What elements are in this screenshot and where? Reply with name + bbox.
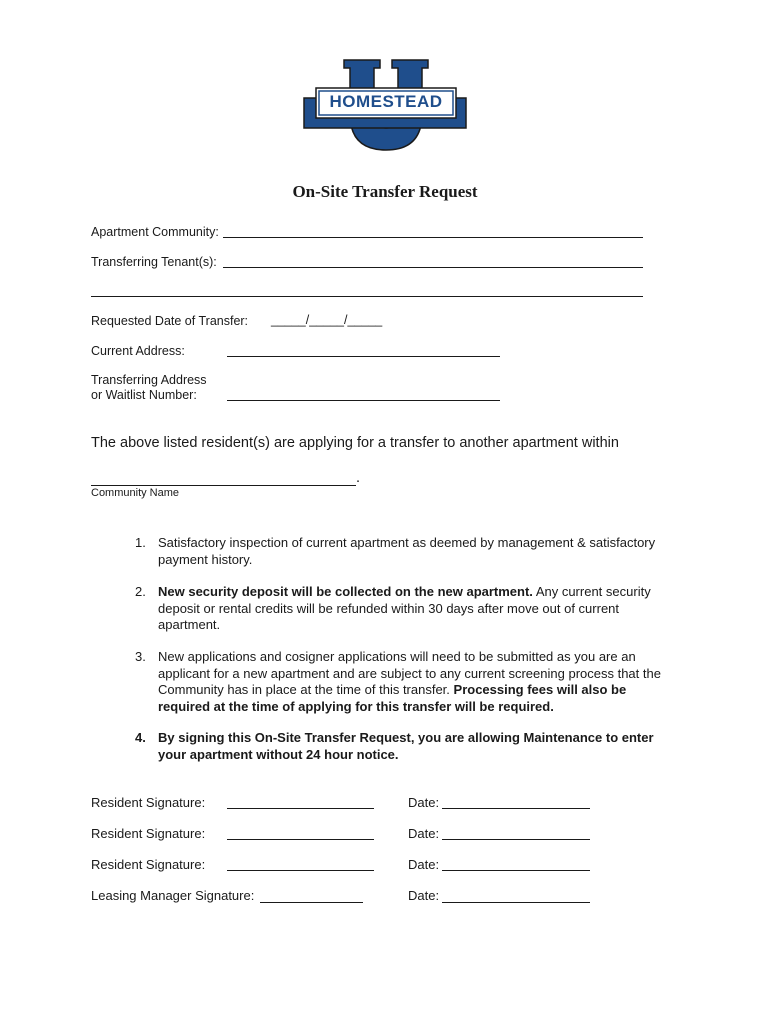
condition-bold-text: New security deposit will be collected on the new apartment. (158, 584, 533, 599)
resident-signature-field-1[interactable] (227, 808, 374, 809)
page-title: On-Site Transfer Request (292, 182, 478, 201)
date-label-3: Date: (408, 857, 440, 872)
condition-number: 1. (135, 535, 146, 550)
resident-signature-field-2[interactable] (227, 839, 374, 840)
condition-number: 4. (135, 730, 146, 745)
condition-text (158, 584, 678, 634)
resident-signature-label-3: Resident Signature: (91, 857, 206, 872)
leasing-manager-signature-field[interactable] (260, 902, 363, 903)
condition-regular-text: Any current security deposit or rental credits will be refunded within 30 days after move out of current apartment. (158, 584, 651, 632)
transferring-tenants-field-line2[interactable] (91, 296, 643, 297)
current-address-label: Current Address: (91, 344, 185, 358)
logo-text: HOMESTEAD (329, 92, 443, 111)
transferring-tenants-field[interactable] (223, 267, 643, 268)
waitlist-number-label: or Waitlist Number: (91, 388, 197, 402)
resident-signature-label-1: Resident Signature: (91, 795, 206, 810)
condition-bold-text: Processing fees will also be required at the time of applying for this transfer will be required. (158, 682, 627, 714)
date-label-1: Date: (408, 795, 440, 810)
condition-text: Satisfactory inspection of current apartment as deemed by management & satisfactory payment history. (158, 535, 656, 567)
condition-number: 3. (135, 649, 146, 664)
current-address-field[interactable] (227, 356, 500, 357)
resident-signature-field-3[interactable] (227, 870, 374, 871)
community-name-field[interactable] (91, 485, 356, 486)
transferring-address-label: Transferring Address (91, 373, 207, 387)
date-field-2[interactable] (442, 839, 590, 840)
apartment-community-field[interactable] (223, 237, 643, 238)
condition-regular-text: New applications and cosigner applications will need to be submitted as you are an applicant for a new apartment and are subject to any current screening process that the Community has in place at the time of this transfer. (158, 649, 661, 697)
requested-date-field[interactable]: _____/_____/_____ (271, 313, 383, 327)
condition-bold-text: By signing this On-Site Transfer Request, you are allowing Maintenance to enter your apartment without 24 hour notice. (158, 730, 654, 762)
condition-number: 2. (135, 584, 146, 599)
transferring-tenants-label: Transferring Tenant(s): (91, 255, 217, 269)
community-name-label: Community Name (91, 487, 180, 499)
homestead-logo (300, 58, 470, 152)
leasing-manager-signature-label: Leasing Manager Signature: (91, 888, 255, 903)
transferring-address-field[interactable] (227, 400, 500, 401)
transfer-statement: The above listed resident(s) are applying for a transfer to another apartment within (91, 435, 619, 451)
date-label-2: Date: (408, 826, 440, 841)
date-label-4: Date: (408, 888, 440, 903)
resident-signature-label-2: Resident Signature: (91, 826, 206, 841)
requested-date-label: Requested Date of Transfer: (91, 314, 249, 328)
date-field-1[interactable] (442, 808, 590, 809)
condition-text (158, 649, 678, 715)
date-field-4[interactable] (442, 902, 590, 903)
apartment-community-label: Apartment Community: (91, 225, 219, 239)
date-field-3[interactable] (442, 870, 590, 871)
statement-period: . (356, 470, 361, 486)
